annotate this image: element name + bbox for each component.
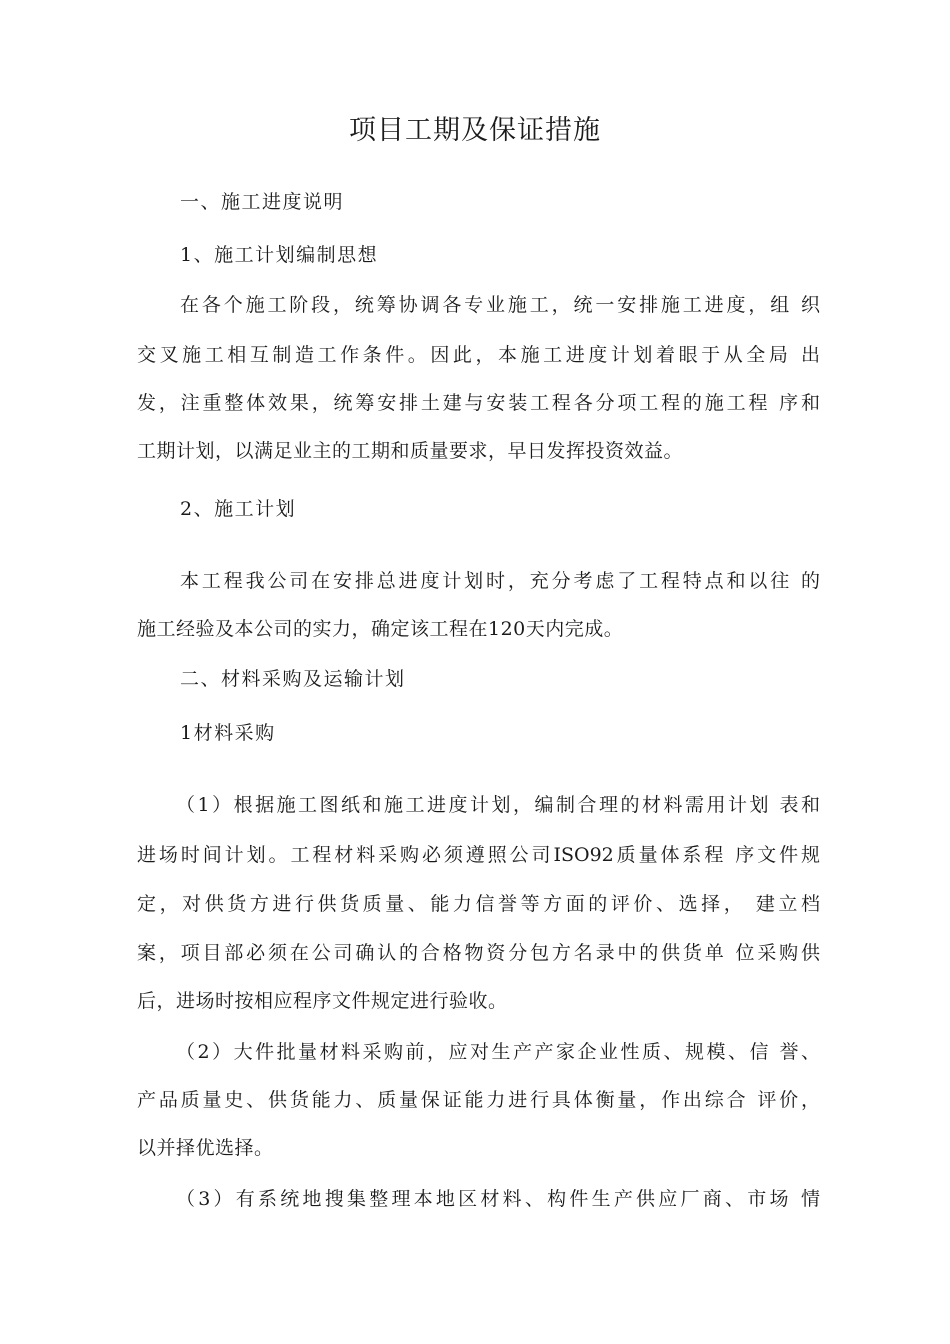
paragraph-line: 施工经验及本公司的实力，确定该工程在120天内完成。	[137, 618, 624, 640]
section-heading-2: 二、材料采购及运输计划	[180, 668, 406, 690]
paragraph-line: （2）大件批量材料采购前，应对生产产家企业性质、规模、信 誉、	[176, 1041, 820, 1063]
paragraph-line: 后，进场时按相应程序文件规定进行验收。	[137, 990, 508, 1012]
paragraph-line: 进场时间计划。工程材料采购必须遵照公司ISO92质量体系程 序文件规	[137, 844, 820, 866]
subsection-heading-1-1: 1、施工计划编制思想	[180, 244, 379, 266]
paragraph-line: 定，对供货方进行供货质量、能力信誉等方面的评价、选择， 建立档	[137, 893, 820, 915]
paragraph-line: 工期计划，以满足业主的工期和质量要求，早日发挥投资效益。	[137, 440, 684, 462]
paragraph-line: 本工程我公司在安排总进度计划时，充分考虑了工程特点和以往 的	[180, 570, 820, 592]
paragraph-line: （3）有系统地搜集整理本地区材料、构件生产供应厂商、市场 情	[176, 1188, 820, 1210]
paragraph-line: 发，注重整体效果，统筹安排土建与安装工程各分项工程的施工程 序和	[137, 392, 820, 414]
subsection-heading-1-2: 2、施工计划	[180, 498, 297, 520]
section-heading-1: 一、施工进度说明	[180, 191, 345, 213]
paragraph-line: 以并择优选择。	[137, 1137, 274, 1159]
paragraph-line: 交叉施工相互制造工作条件。因此，本施工进度计划着眼于从全局 出	[137, 344, 820, 366]
paragraph-line: （1）根据施工图纸和施工进度计划，编制合理的材料需用计划 表和	[176, 794, 820, 816]
paragraph-line: 在各个施工阶段，统筹协调各专业施工，统一安排施工进度，组 织	[180, 294, 820, 316]
document-title: 项目工期及保证措施	[349, 115, 601, 146]
subsection-heading-2-1: 1材料采购	[180, 722, 276, 744]
paragraph-line: 案，项目部必须在公司确认的合格物资分包方名录中的供货单 位采购供	[137, 942, 820, 964]
paragraph-line: 产品质量史、供货能力、质量保证能力进行具体衡量，作出综合 评价，	[137, 1089, 820, 1111]
